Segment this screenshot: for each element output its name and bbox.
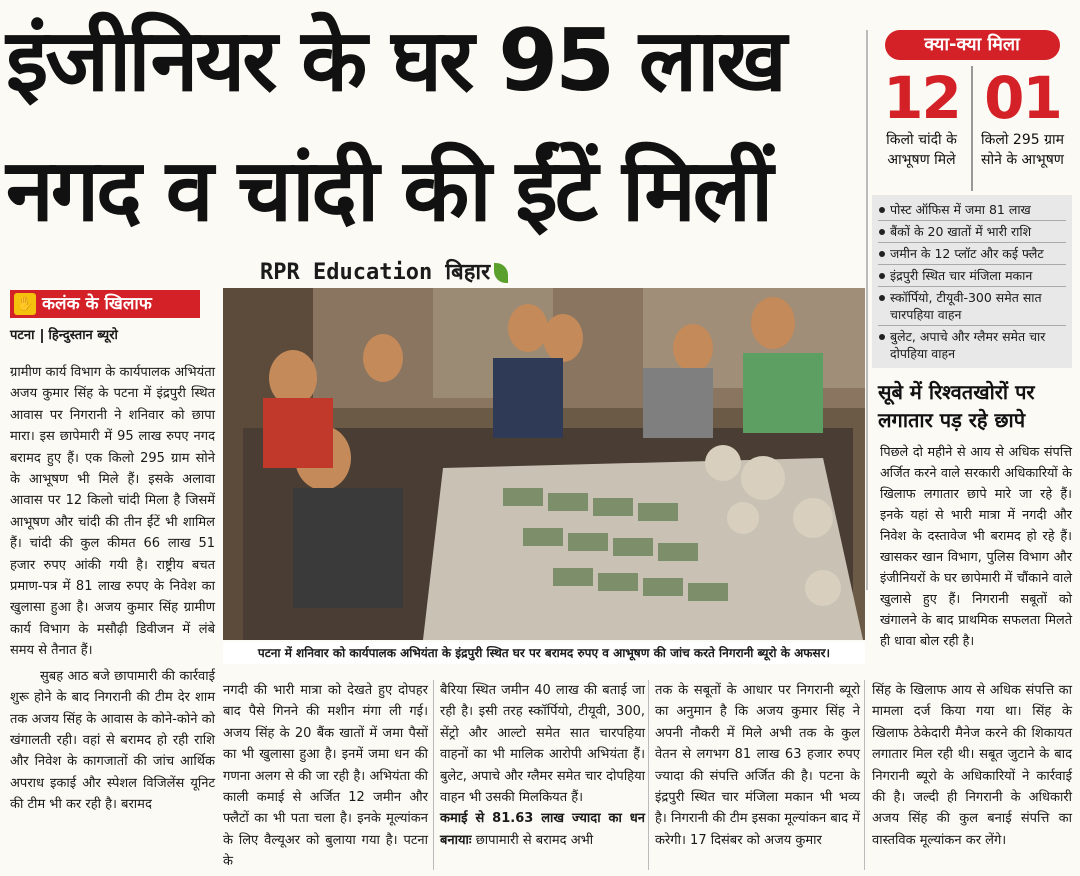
stat-label: किलो चांदी के: [886, 132, 957, 148]
section-tag: [10, 290, 200, 318]
photo-caption: पटना में शनिवार को कार्यपालक अभियंता के इंद्रपुरी स्थित घर पर बरामद रुपए व आभूषण की जांच करते निगरानी ब्यूरो के अफसर।: [223, 642, 865, 664]
sidebar-section-title-line: सूबे में रिश्वतखोरों पर: [878, 380, 1035, 404]
recovered-items-list: [872, 195, 1072, 368]
article-column-1: [10, 362, 215, 816]
stat-label: किलो 295 ग्राम: [980, 132, 1064, 148]
sidebar-section-body: पिछले दो महीने से आय से अधिक संपत्ति अर्जित करने वाले सरकारी अधिकारियों के खिलाफ लगातार छापे मारे जा रहे हैं। इनके यहां से भारी मात्रा में नगदी और निवेश के दस्तावेज भी बरामद हो रहे हैं। खासकर खान विभाग, पुलिस विभाग और इंजीनियरों के घर छापेमारी में चौंकाने वाले खुलासे हुए हैं। निगरानी सबूतों को खंगालने के बाद प्राथमिक सफलता मिलते ही धावा बोल रही है।: [880, 445, 1072, 649]
stat-gold: [971, 66, 1072, 191]
list-item: बुलेट, अपाचे और ग्लैमर समेत चार दोपहिया वाहन: [878, 326, 1066, 364]
column-divider: [866, 30, 868, 590]
news-photo: [223, 288, 865, 640]
article-column-2: [223, 680, 428, 873]
list-item: इंद्रपुरी स्थित चार मंजिला मकान: [878, 265, 1066, 287]
list-item: स्कॉर्पियो, टीयूवी-300 समेत सात चारपहिया वाहन: [878, 287, 1066, 326]
photo-illustration: [223, 288, 865, 640]
article-text: छापामारी से बरामद अभी: [475, 832, 594, 848]
leaf-icon: [494, 263, 508, 283]
sidebar-section-title: [872, 378, 1072, 434]
list-item: पोस्ट ऑफिस में जमा 81 लाख: [878, 199, 1066, 221]
byline: [10, 325, 118, 343]
tag-logo-icon: ✋: [14, 293, 36, 315]
stat-silver: [872, 66, 971, 191]
article-paragraph: सुबह आठ बजे छापामारी की कार्रवाई शुरू होने के बाद निगरानी की टीम देर शाम तक अजय सिंह के आवास के कोने-कोने को खंगालती रही। वहां से बरामद हो रही राशि और निवेश के कागजातों की जांच आर्थिक अपराध इकाई और स्पेशल विजिलेंस यूनिट की टीम भी कर रही है। बरामद: [10, 668, 215, 813]
sidebar-badge: क्या-क्या मिला: [885, 30, 1060, 60]
article-column-5: [872, 680, 1072, 851]
byline-bureau: हिन्दुस्तान ब्यूरो: [48, 328, 118, 343]
column-divider: [864, 680, 865, 870]
watermark-text: RPR Education बिहार: [260, 260, 491, 285]
list-item: जमीन के 12 प्लॉट और कई फ्लैट: [878, 243, 1066, 265]
stats-row: [872, 66, 1072, 191]
section-tag-label: कलंक के खिलाफ: [42, 294, 152, 314]
byline-city: पटना: [10, 328, 35, 343]
article-paragraph: सिंह के खिलाफ आय से अधिक संपत्ति का मामला दर्ज किया गया था। सिंह के खिलाफ ठेकेदारी मैनेज करने की शिकायत लगातार मिल रही थी। सबूत जुटाने के बाद निगरानी ब्यूरो के अधिकारियों ने कार्रवाई की है। जल्दी ही निगरानी के अधिकारी अजय सिंह की कुल बनाई संपत्ति का वास्तविक मूल्यांकन कर लेंगे।: [872, 683, 1072, 848]
article-paragraph: नगदी की भारी मात्रा को देखते हुए दोपहर बाद पैसे गिनने की मशीन मंगा ली गई। अजय सिंह के 20 बैंक खातों में जमा पैसों का भी खुलासा हुआ है। इनमें जमा धन की गणना अलग से की जा रही है। अभियंता की काली कमाई से अर्जित 12 जमीन और फ्लैटों का भी पता चला है। इनके मूल्यांकन के लिए वैल्यूअर को बुलाया गया है। पटना के: [223, 683, 428, 870]
article-paragraph: बैरिया स्थित जमीन 40 लाख की बताई जा रही है। इसी तरह स्कॉर्पियो, टीयूवी, 300, सेंट्रो और आल्टो समेत सात चारपहिया वाहनों का भी मालिक आरोपी अभियंता हैं। बुलेट, अपाचे और ग्लैमर समेत चार दोपहिया वाहन भी उसकी मिलकियत हैं।: [440, 683, 645, 806]
article-column-4: [655, 680, 860, 851]
headline-line-1: इंजीनियर के घर 95 लाख: [6, 11, 784, 111]
stat-number: 01: [984, 64, 1061, 132]
watermark: [260, 256, 508, 286]
stat-label: आभूषण मिले: [887, 152, 956, 168]
sidebar-box: [872, 30, 1072, 652]
sidebar-section-title-line: लगातार पड़ रहे छापे: [878, 408, 1026, 432]
article-paragraph: तक के सबूतों के आधार पर निगरानी ब्यूरो का अनुमान है कि अजय कुमार सिंह ने अपनी नौकरी में मिले अभी तक के कुल वेतन से लगभग 81 लाख 63 हजार रुपए ज्यादा की संपत्ति अर्जित की है। पटना के इंद्रपुरी स्थित चार मंजिला मकान भी भव्य है। निगरानी की टीम इसका मूल्यांकन बाद में करेगी। 17 दिसंबर को अजय कुमार: [655, 683, 860, 848]
column-divider: [433, 680, 434, 870]
headline-line-2: नगद व चांदी की ईंटें मिलीं: [6, 141, 771, 241]
list-item: बैंकों के 20 खातों में भारी राशि: [878, 221, 1066, 243]
article-paragraph: ग्रामीण कार्य विभाग के कार्यपालक अभियंता अजय कुमार सिंह के पटना में इंद्रपुरी स्थित आवास पर निगरानी ने शनिवार को छापा मारा। इस छापेमारी में 95 लाख रुपए नगद बरामद हुए हैं। एक किलो 295 ग्राम सोने के आभूषण भी मिले हैं। इसके अलावा आवास पर 12 किलो चांदी मिला है जिसमें आभूषण और चांदी की तीन ईंटें भी शामिल हैं। चांदी की कुल कीमत 66 लाख 51 हजार रुपए आंकी गयी है। राष्ट्रीय बचत प्रमाण-पत्र में 81 लाख रुपए के निवेश का खुलासा हुआ है। अजय कुमार सिंह ग्रामीण कार्य विभाग के मसौढ़ी डिवीजन में लंबे समय से तैनात हैं।: [10, 365, 215, 659]
article-column-3: [440, 680, 645, 851]
stat-label: सोने के आभूषण: [981, 152, 1064, 168]
column-divider: [648, 680, 649, 870]
stat-number: 12: [883, 64, 960, 132]
article-paragraph: [440, 808, 645, 851]
article-subhead: कमाई से 81.63 लाख ज्यादा का धन बनायाः: [440, 811, 645, 848]
byline-separator: [41, 329, 43, 343]
